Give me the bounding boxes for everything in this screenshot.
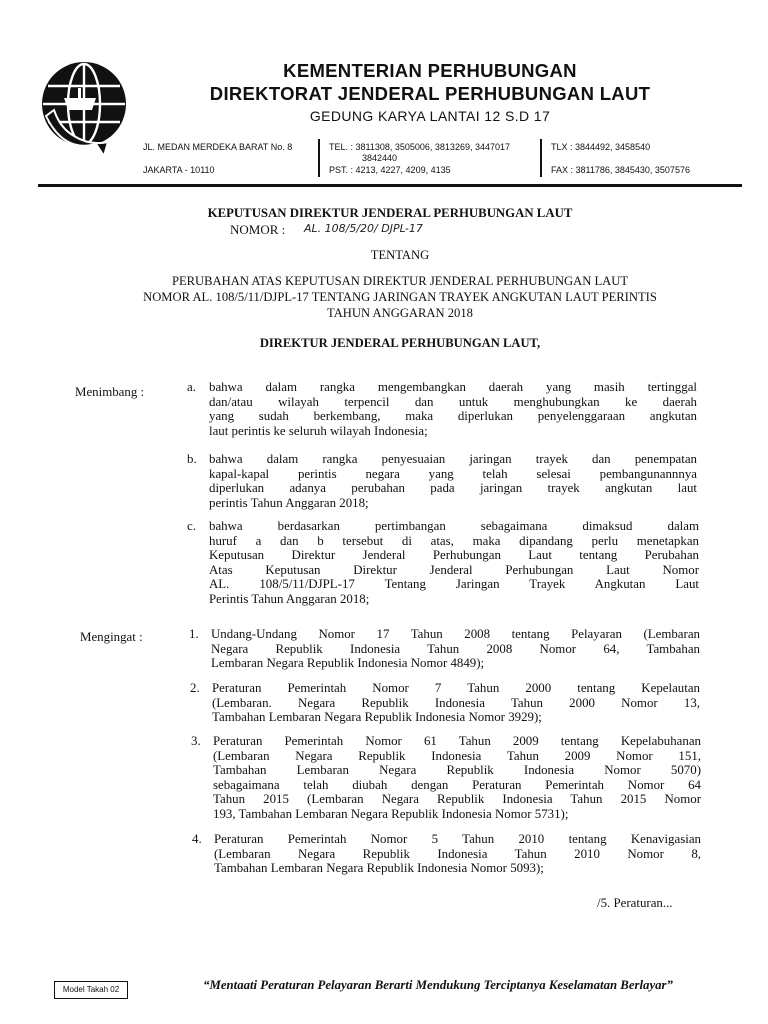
list-item-line: Tambahan Lembaran Negara Republik Indonesia Nomor 5093); — [214, 861, 544, 876]
ministry-globe-seal-icon — [34, 58, 134, 158]
list-item-line: bahwa dalam rangka penyesuaian jaringan trayek dan penempatan — [209, 452, 697, 466]
list-item-line: Negara Republik Indonesia Tahun 2008 Nomor 64, Tambahan — [211, 641, 700, 656]
footer-motto: “Mentaati Peraturan Pelayaran Berarti Mendukung Terciptanya Keselamatan Berlayar” — [203, 978, 673, 992]
tel-line-1: TEL. : 3811308, 3505006, 3813269, 3447017 — [329, 142, 510, 152]
list-item-line: yang sudah berkembang, maka diperlukan penyelenggaraan angkutan — [209, 409, 697, 424]
list-item-line: Undang-Undang Nomor 17 Tahun 2008 tentang Pelayaran (Lembaran — [211, 627, 700, 641]
menimbang-item-a — [209, 380, 697, 438]
list-item-line: Peraturan Pemerintah Nomor 61 Tahun 2009 tentang Kepelabuhanan — [213, 734, 701, 748]
mengingat-item-4 — [214, 832, 701, 876]
pst-line: PST. : 4213, 4227, 4209, 4135 — [329, 165, 451, 175]
list-item-line: diperlukan adanya perubahan pada jaringan trayek angkutan laut — [209, 481, 697, 496]
address-divider — [318, 139, 320, 177]
list-item-line: Tambahan Lembaran Negara Republik Indonesia Nomor 3929); — [212, 710, 542, 725]
list-item-line: (Lembaran. Negara Republik Indonesia Tahun 2000 Nomor 13, — [212, 695, 700, 710]
letterhead-rule — [38, 184, 742, 187]
page-continuation: /5. Peraturan... — [597, 896, 673, 910]
list-item-line: bahwa dalam rangka mengembangkan daerah yang masih tertinggal — [209, 380, 697, 394]
tel-line-2: 3842440 — [362, 153, 398, 163]
list-item-line: Tahun 2015 (Lembaran Negara Republik Indonesia Tahun 2015 Nomor — [213, 792, 701, 807]
list-item-line: laut perintis ke seluruh wilayah Indonesia; — [209, 423, 428, 438]
nomor-handwritten: AL. 108/5/20/ DJPL-17 — [304, 222, 423, 235]
menimbang-label: Menimbang : — [75, 385, 145, 399]
ministry-name: KEMENTERIAN PERHUBUNGAN — [283, 60, 577, 81]
list-item-line: (Lembaran Negara Republik Indonesia Tahun 2010 Nomor 8, — [214, 846, 701, 861]
list-item-line: Lembaran Negara Republik Indonesia Nomor 4849); — [211, 656, 485, 671]
list-item-line: Peraturan Pemerintah Nomor 7 Tahun 2000 tentang Kepelautan — [212, 681, 700, 695]
menimbang-item-c — [209, 519, 699, 607]
subject-line-3: TAHUN ANGGARAN 2018 — [327, 306, 473, 320]
directorate-name: DIREKTORAT JENDERAL PERHUBUNGAN LAUT — [209, 83, 651, 104]
mengingat-item-2 — [212, 681, 700, 725]
mengingat-item-3 — [213, 734, 701, 822]
menimbang-marker-b: b. — [187, 452, 197, 466]
menimbang-marker-a: a. — [187, 380, 196, 394]
list-item-line: kapal-kapal perintis negara yang telah selesai pembangunannnya — [209, 466, 697, 481]
contact-divider — [540, 139, 542, 177]
mengingat-marker-2: 2. — [190, 681, 200, 695]
nomor-label: NOMOR : — [230, 222, 286, 237]
list-item-line: Perintis Tahun Anggaran 2018; — [209, 591, 370, 606]
list-item-line: Atas Keputusan Direktur Jenderal Perhubungan Laut Nomor — [209, 562, 699, 577]
list-item-line: bahwa berdasarkan pertimbangan sebagaimana dimaksud dalam — [209, 519, 699, 533]
list-item-line: Keputusan Direktur Jenderal Perhubungan Laut tentang Perubahan — [209, 548, 699, 563]
address-street: JL. MEDAN MERDEKA BARAT No. 8 — [143, 142, 293, 152]
list-item-line: AL. 108/5/11/DJPL-17 Tentang Jaringan Trayek Angkutan Laut — [209, 577, 699, 592]
menimbang-marker-c: c. — [187, 519, 196, 533]
tlx-line: TLX : 3844492, 3458540 — [551, 142, 651, 152]
fax-line: FAX : 3811786, 3845430, 3507576 — [551, 165, 690, 175]
address-city: JAKARTA - 10110 — [143, 165, 215, 175]
list-item-line: dan/atau wilayah terpencil dan untuk menghubungkan ke daerah — [209, 394, 697, 409]
mengingat-marker-4: 4. — [192, 832, 202, 846]
list-item-line: Peraturan Pemerintah Nomor 5 Tahun 2010 tentang Kenavigasian — [214, 832, 701, 846]
subject-line-2: NOMOR AL. 108/5/11/DJPL-17 TENTANG JARINGAN TRAYEK ANGKUTAN LAUT PERINTIS — [143, 290, 657, 304]
list-item-line: (Lembaran Negara Republik Indonesia Tahun 2009 Nomor 151, — [213, 748, 701, 763]
mengingat-marker-3: 3. — [191, 734, 201, 748]
decree-title: KEPUTUSAN DIREKTUR JENDERAL PERHUBUNGAN LAUT — [207, 206, 573, 220]
mengingat-item-1 — [211, 627, 700, 671]
tentang-heading: TENTANG — [370, 248, 430, 262]
model-takah-box: Model Takah 02 — [54, 981, 128, 999]
list-item-line: sebagaimana telah diubah dengan Peraturan Pemerintah Nomor 64 — [213, 777, 701, 792]
menimbang-item-b — [209, 452, 697, 510]
subject-line-1: PERUBAHAN ATAS KEPUTUSAN DIREKTUR JENDERAL PERHUBUNGAN LAUT — [171, 274, 629, 288]
issuer-heading: DIREKTUR JENDERAL PERHUBUNGAN LAUT, — [259, 336, 541, 350]
list-item-line: huruf a dan b tersebut di atas, maka dipandang perlu menetapkan — [209, 533, 699, 548]
building-name: GEDUNG KARYA LANTAI 12 S.D 17 — [309, 108, 551, 124]
mengingat-marker-1: 1. — [189, 627, 199, 641]
mengingat-label: Mengingat : — [80, 630, 143, 644]
list-item-line: Tambahan Lembaran Negara Republik Indonesia Nomor 5070) — [213, 763, 701, 778]
list-item-line: perintis Tahun Anggaran 2018; — [209, 495, 369, 510]
list-item-line: 193, Tambahan Lembaran Negara Republik Indonesia Nomor 5731); — [213, 806, 569, 821]
